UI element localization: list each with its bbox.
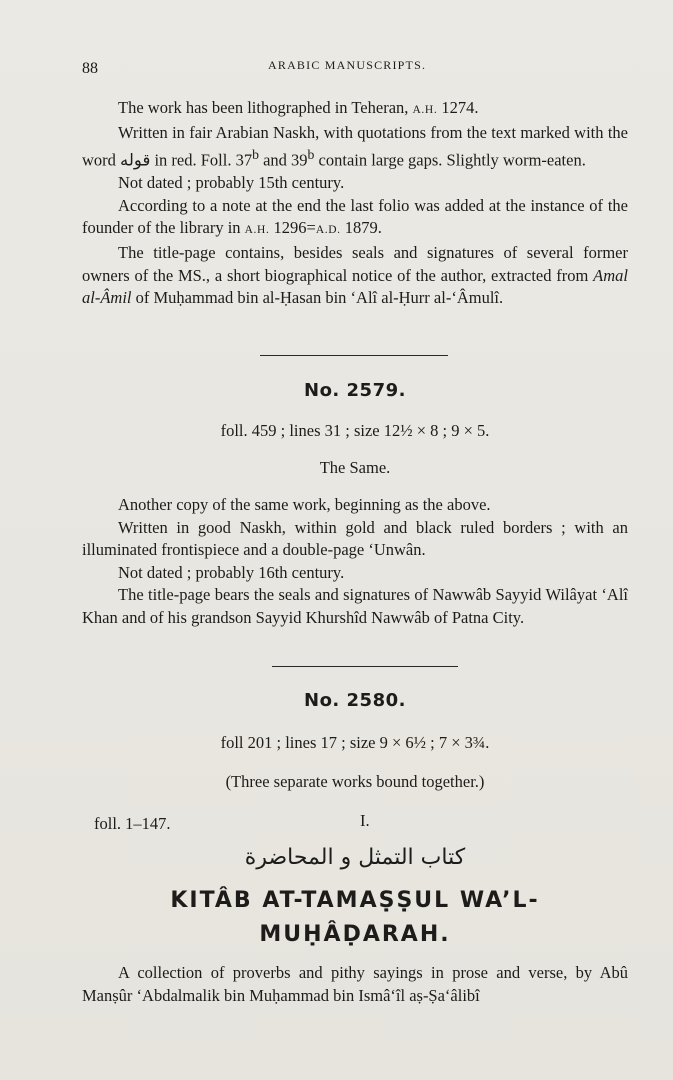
paragraph-description: A collection of proverbs and pithy sayings in prose and verse, by Abû Manṣûr ‘Abdalmalik bin Muḥammad bin Ismâ‘îl aṣ-Ṣa‘âlibî [82, 963, 628, 1005]
entry-2580-meta: foll 201 ; lines 17 ; size 9 × 6½ ; 7 × 3¾. [220, 733, 490, 752]
entry-2580-note: (Three separate works bound together.) [225, 772, 485, 791]
folio-range: foll. 1–147. [94, 814, 171, 833]
entry-2579-meta: foll. 459 ; lines 31 ; size 12½ × 8 ; 9 × 5. [220, 421, 490, 440]
work-title-line-1: KITÂB AT-TAMAṢṢUL WA’L- [170, 888, 540, 913]
arabic-word: قوله [120, 150, 151, 170]
paragraph-title-page: The title-page contains, besides seals and signatures of several former owners of the MS., a short biographical notice of the author, extracted from Amal al-Âmil of Muḥammad bin al-Ḥasan bin ‘Alî al-Ḥurr al-‘Âmulî. [82, 243, 628, 308]
paragraph-seals: The title-page bears the seals and signatures of Nawwâb Sayyid Wilâyat ‘Alî Khan and of his grandson Sayyid Khurshîd Nawwâb of Patna City. [82, 585, 628, 627]
section-divider [260, 355, 448, 356]
arabic-title: كتاب التمثل و المحاضرة [244, 845, 466, 870]
entry-2579-text [82, 494, 628, 630]
paragraph-copy: Another copy of the same work, beginning as the above. [118, 495, 491, 514]
work-title-line-2: MUḤÂḌARAH. [259, 922, 451, 947]
paragraph-date: Not dated ; probably 16th century. [118, 562, 345, 582]
section-divider [272, 666, 458, 667]
paragraph-note: According to a note at the end the last folio was added at the instance of the founder of the library in A.H. 1296=A.D. 1879. [82, 195, 628, 238]
entry-number-2579: No. 2579. [304, 380, 406, 401]
running-title: ARABIC MANUSCRIPTS. [268, 58, 427, 72]
page-header [82, 58, 633, 82]
page-number: 88 [82, 60, 98, 77]
entry-2580-text [82, 962, 628, 1007]
entry-number-2580: No. 2580. [304, 690, 406, 711]
paragraph-lithographed: The work has been lithographed in Teheran, A.H. 1274. [118, 98, 479, 117]
paragraph-date: Not dated ; probably 15th century. [118, 173, 345, 193]
paragraph-script: Written in fair Arabian Naskh, with quotations from the text marked with the word قوله in red. Foll. 37$^b$ and 39$^b$ contain large gaps. Slightly worm-eaten. [82, 122, 628, 170]
paragraph-written: Written in good Naskh, within gold and black ruled borders ; with an illuminated frontispiece and a double-page ‘Unwân. [82, 517, 628, 560]
part-numeral: I. [360, 811, 370, 830]
previous-entry-text [82, 97, 628, 310]
entry-2579-title: The Same. [319, 458, 391, 477]
